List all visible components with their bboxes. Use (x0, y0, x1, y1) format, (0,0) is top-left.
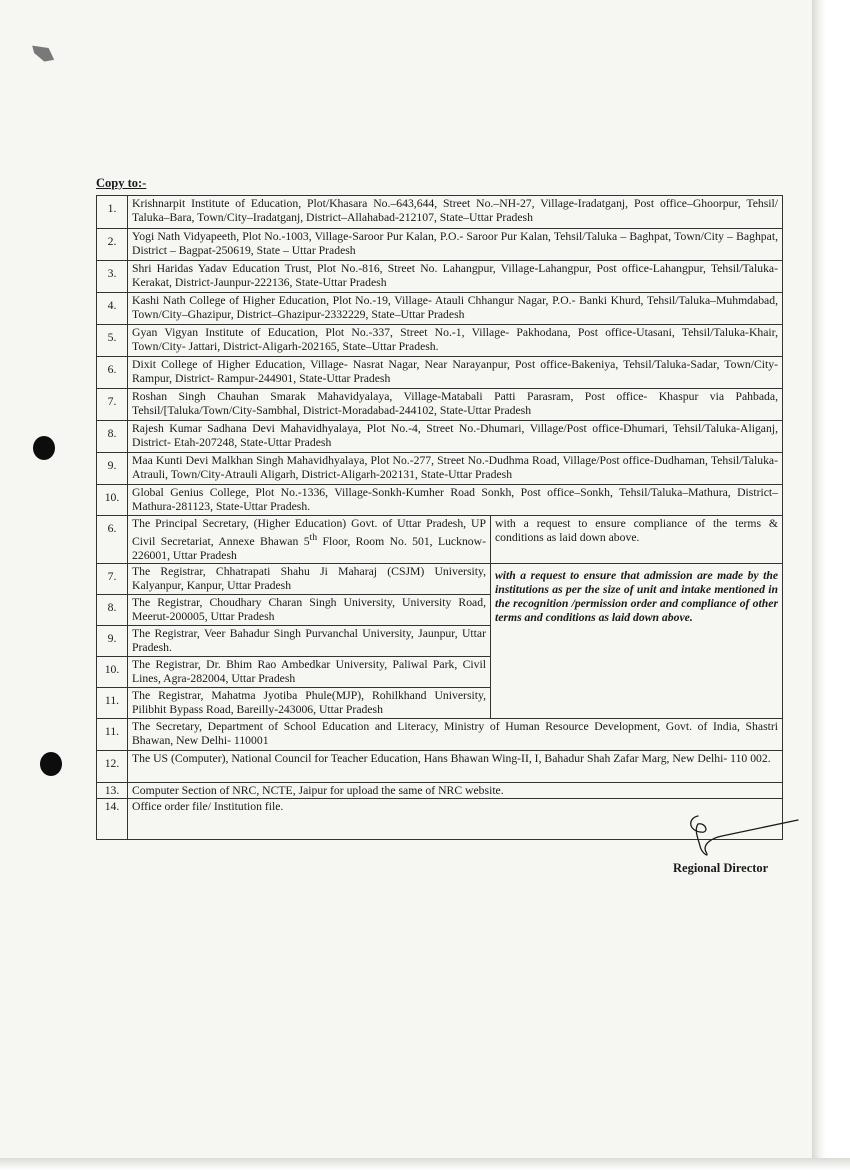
row-number: 12. (97, 750, 128, 782)
row-number: 7. (97, 563, 128, 594)
signature (676, 808, 806, 868)
recipient-address: Krishnarpit Institute of Education, Plot/Khasara No.–643,644, Street No.–NH-27, Village-Iradatganj, Post office–Ghoorpur, Tehsil/ Taluka–Bara, Town/City–Iradatganj, District–Allahabad-212107, State–Uttar Pradesh (128, 196, 783, 229)
row-number: 9. (97, 625, 128, 656)
authority-address-rest: Floor, Room No. 501, Lucknow-226001, Uttar Pradesh (132, 534, 486, 562)
scan-smudge (28, 41, 58, 66)
table-row (97, 389, 783, 421)
table-row (97, 293, 783, 325)
row-number: 2. (97, 229, 128, 261)
table-row (97, 421, 783, 453)
page-edge-right (812, 0, 850, 1170)
table-row (97, 718, 783, 750)
row-number: 9. (97, 453, 128, 485)
table-row (97, 782, 783, 798)
signatory-designation: Regional Director (673, 861, 769, 875)
recipient-address: The US (Computer), National Council for Teacher Education, Hans Bhawan Wing-II, I, Bahadur Shah Zafar Marg, New Delhi- 110 002. (128, 750, 783, 782)
authority-address-main: The Principal Secretary, (Higher Education) Govt. of Uttar Pradesh, UP Civil Secretariat, Annexe Bhawan 5 (132, 517, 486, 548)
recipient-address: Office order file/ Institution file. (128, 798, 783, 839)
authority-address (128, 516, 491, 564)
table-row (97, 516, 783, 564)
table-row (97, 485, 783, 516)
row-number: 6. (97, 516, 128, 564)
recipient-address: Global Genius College, Plot No.-1336, Village-Sonkh-Kumher Road Sonkh, Post office–Sonkh, Tehsil/Taluka–Mathura, District–Mathura-281123, State-Uttar Pradesh. (128, 485, 783, 516)
row-number: 7. (97, 389, 128, 421)
row-number: 5. (97, 325, 128, 357)
row-number: 4. (97, 293, 128, 325)
table-row (97, 453, 783, 485)
row-number: 14. (97, 798, 128, 839)
row-number: 13. (97, 782, 128, 798)
authority-address: The Registrar, Choudhary Charan Singh University, University Road, Meerut-200005, Uttar Pradesh (128, 594, 491, 625)
table-row (97, 325, 783, 357)
ordinal-suffix: th (309, 532, 318, 543)
row-number: 11. (97, 718, 128, 750)
authority-address: The Registrar, Mahatma Jyotiba Phule(MJP), Rohilkhand University, Pilibhit Bypass Road, Bareilly-243006, Uttar Pradesh (128, 687, 491, 718)
university-note: with a request to ensure that admission are made by the institutions as per the size of unit and intake mentioned in the recognition /permission order and compliance of other terms and conditions as laid down above. (491, 563, 783, 718)
recipient-address: Shri Haridas Yadav Education Trust, Plot No.-816, Street No. Lahangpur, Village-Lahangpur, Post office-Lahangpur, Tehsil/Taluka- Kerakat, District-Jaunpur-222136, State-Uttar Pradesh (128, 261, 783, 293)
table-row (97, 563, 783, 594)
row-number: 6. (97, 357, 128, 389)
recipient-address: Dixit College of Higher Education, Village- Nasrat Nagar, Near Narayanpur, Post office-Bakeniya, Tehsil/Taluka-Sadar, Town/City- Rampur, District- Rampur-244901, State-Uttar Pradesh (128, 357, 783, 389)
recipient-address: Rajesh Kumar Sadhana Devi Mahavidhyalaya, Plot No.-4, Street No.-Dhumari, Village/Post office-Dhumari, Tehsil/Taluka-Aliganj, District- Etah-207248, State-Uttar Pradesh (128, 421, 783, 453)
recipients-table (96, 195, 783, 840)
row-number: 10. (97, 656, 128, 687)
row-number: 8. (97, 421, 128, 453)
row-number: 8. (97, 594, 128, 625)
recipient-address: Kashi Nath College of Higher Education, Plot No.-19, Village- Atauli Chhangur Nagar, P.O.- Banki Khurd, Tehsil/Taluka–Muhmdabad, Town/City–Ghazipur, District–Ghazipur-2332229, State–Uttar Pradesh (128, 293, 783, 325)
secretary-note: with a request to ensure compliance of the terms & conditions as laid down above. (491, 516, 783, 564)
recipient-address: Roshan Singh Chauhan Smarak Mahavidyalaya, Village-Matabali Patti Parasram, Post office- Khaspur via Pahbada, Tehsil/[Taluka/Town/City-Sambhal, District-Moradabad-244102, State-Uttar Pradesh (128, 389, 783, 421)
table-row (97, 196, 783, 229)
authority-address: The Registrar, Dr. Bhim Rao Ambedkar University, Paliwal Park, Civil Lines, Agra-282004, Uttar Pradesh (128, 656, 491, 687)
table-row (97, 357, 783, 389)
recipient-address: Maa Kunti Devi Malkhan Singh Mahavidhyalaya, Plot No.-277, Street No.-Dudhma Road, Village/Post office-Dudhaman, Tehsil/Taluka-Atrauli, Town/City-Atrauli Aligarh, District-Aligarh-202131, State-Uttar Pradesh (128, 453, 783, 485)
table-row (97, 750, 783, 782)
table-row (97, 261, 783, 293)
copy-to-heading: Copy to:- (96, 176, 147, 190)
punch-hole-upper (33, 436, 55, 460)
row-number: 10. (97, 485, 128, 516)
recipient-address: Computer Section of NRC, NCTE, Jaipur for upload the same of NRC website. (128, 782, 783, 798)
page-edge-bottom (0, 1158, 850, 1170)
authority-address: The Registrar, Veer Bahadur Singh Purvanchal University, Jaunpur, Uttar Pradesh. (128, 625, 491, 656)
row-number: 11. (97, 687, 128, 718)
table-row (97, 229, 783, 261)
authority-address: The Registrar, Chhatrapati Shahu Ji Maharaj (CSJM) University, Kalyanpur, Kanpur, Uttar Pradesh (128, 563, 491, 594)
row-number: 3. (97, 261, 128, 293)
recipient-address: Gyan Vigyan Institute of Education, Plot No.-337, Street No.-1, Village- Pakhodana, Post office-Utasani, Tehsil/Taluka-Khair, Town/City- Jattari, District-Aligarh-202165, State–Uttar Pradesh. (128, 325, 783, 357)
punch-hole-lower (40, 752, 62, 776)
recipient-address: The Secretary, Department of School Education and Literacy, Ministry of Human Resource Development, Govt. of India, Shastri Bhawan, New Delhi- 110001 (128, 718, 783, 750)
recipient-address: Yogi Nath Vidyapeeth, Plot No.-1003, Village-Saroor Pur Kalan, P.O.- Saroor Pur Kalan, Tehsil/Taluka – Baghpat, Town/City – Baghpat, District – Bagpat-250619, State – Uttar Pradesh (128, 229, 783, 261)
row-number: 1. (97, 196, 128, 229)
